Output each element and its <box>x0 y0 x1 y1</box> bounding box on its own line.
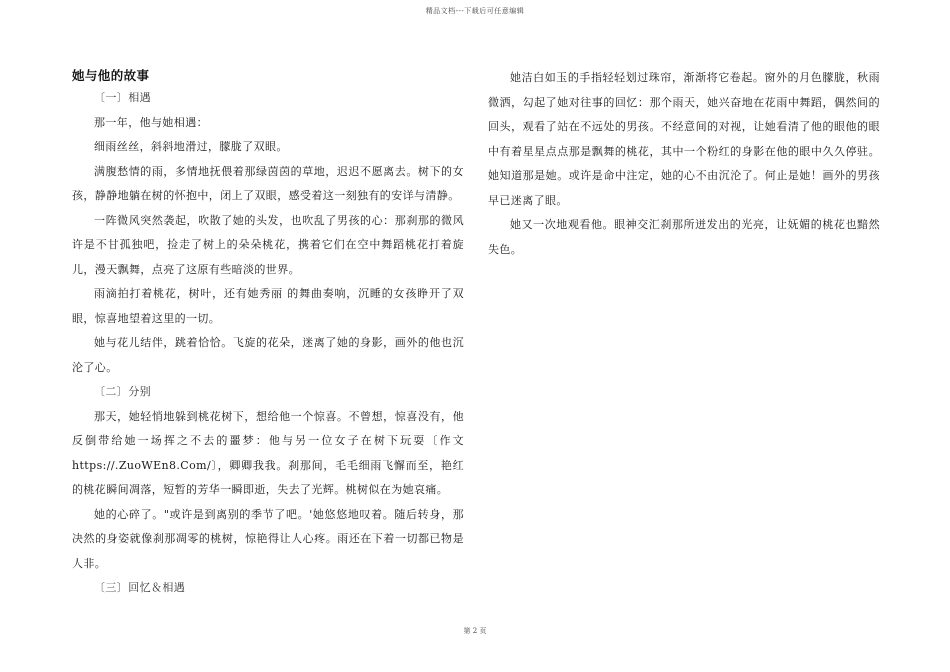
paragraph: 她洁白如玉的手指轻轻划过珠帘，渐渐将它卷起。窗外的月色朦胧，秋雨微洒，勾起了她对往事的回忆：那个雨天，她兴奋地在花雨中舞蹈，偶然间的回头，观看了站在不远处的男孩。不经意间的对视，让她看清了他的眼他的眼中有着星星点点那是飘舞的桃花，其中一个粉红的身影在他的眼中久久停驻。她知道那是她。或许是命中注定，她的心不由沉沦了。何止是她！画外的男孩早已迷离了眼。 <box>488 71 880 207</box>
paragraph: 她又一次地观看他。眼神交汇刹那所迸发出的光亮，让妩媚的桃花也黯然失色。 <box>488 218 880 256</box>
page-number: 第 2 页 <box>463 627 487 635</box>
paragraph: 那一年，他与她相遇： <box>94 115 208 129</box>
paragraph: 那天，她轻悄地躲到桃花树下，想给他一个惊喜。不曾想，惊喜没有，他反倒带给她一场挥之不去的噩梦：他与另一位女子在树下玩耍〔作文https://.ZuoWEn8.Com/〕，卿卿我我。刹那间，毛毛细雨飞懈而至，艳红的桃花瞬间凋落，短暂的芳华一瞬即逝，失去了光辉。桃树似在为她哀痛。 <box>72 409 464 496</box>
paragraph: 一阵微风突然袭起，吹散了她的头发，也吹乱了男孩的心：那刹那的微风许是不甘孤独吧，捡走了树上的朵朵桃花，携着它们在空中舞蹈桃花打着旋儿，漫天飘舞，点亮了这原有些暗淡的世界。 <box>72 213 464 276</box>
paragraph: 细雨丝丝，斜斜地滑过，朦胧了双眼。 <box>94 140 288 153</box>
paragraph: 她的心碎了。"或许是到离别的季节了吧。'她悠悠地叹着。随后转身，那决然的身姿就像刹那凋零的桃树，惊艳得让人心疼。雨还在下着一切都已物是人非。 <box>72 507 464 570</box>
section-heading: 〔二〕分别 <box>94 385 151 398</box>
section-heading: 〔一〕相遇 <box>94 91 151 104</box>
left-column-body <box>72 86 464 601</box>
page-header: 精品文档---下载后可任意编辑 <box>425 7 525 15</box>
article-title: 她与他的故事 <box>72 68 150 83</box>
left-column <box>72 66 464 601</box>
paragraph: 她与花儿结伴，跳着恰恰。飞旋的花朵，迷离了她的身影，画外的他也沉沦了心。 <box>72 336 464 374</box>
right-column-body <box>488 66 880 262</box>
paragraph: 满腹愁情的雨，多情地抚偎着那绿茵茵的草地，迟迟不愿离去。树下的女孩，静静地躺在树的怀抱中，闭上了双眼，感受着这一刻独有的安详与清静。 <box>72 164 464 202</box>
paragraph: 雨滴拍打着桃花，树叶，还有她秀丽 的舞曲奏响，沉睡的女孩睁开了双眼，惊喜地望着这里的一切。 <box>72 287 464 325</box>
right-column <box>488 66 880 262</box>
section-heading: 〔三〕回忆＆相遇 <box>94 581 186 594</box>
